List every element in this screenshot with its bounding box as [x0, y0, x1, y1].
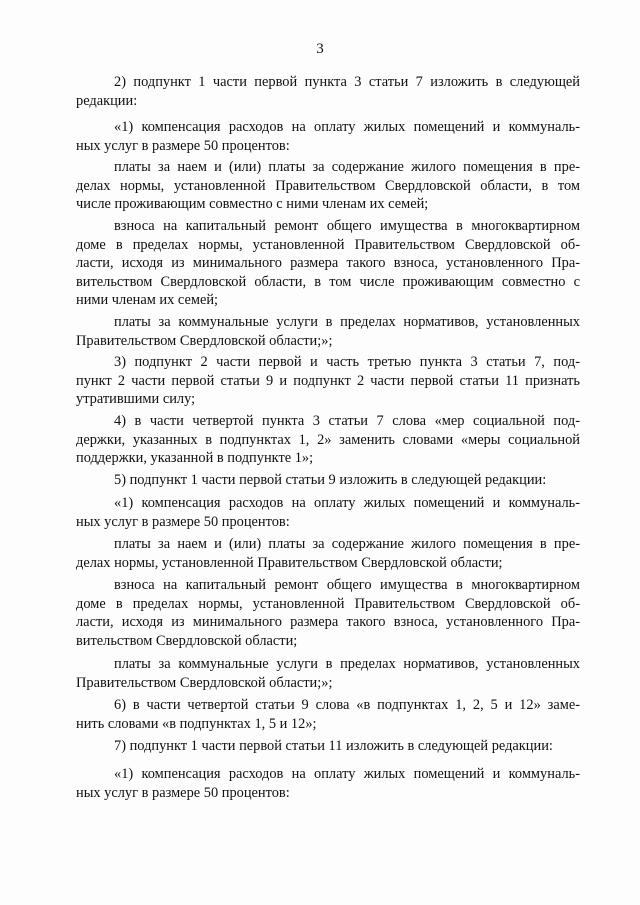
paragraph-line: 2) подпункт 1 части первой пункта 3 статьи 7 изложить в следующей	[114, 74, 580, 90]
paragraph-line: платы за наем и (или) платы за содержание жилого помещения в пре-	[114, 536, 580, 552]
paragraph-line: держки, указанных в подпунктах 1, 2» заменить словами «меры социальной	[76, 431, 580, 448]
paragraph-line: утратившими силу;	[76, 391, 196, 407]
paragraph-line: платы за коммунальные услуги в пределах нормативов, установленных	[114, 656, 580, 672]
paragraph-line: 3) подпункт 2 части первой и часть третью пункта 3 статьи 7, под-	[114, 354, 580, 370]
paragraph-line: платы за наем и (или) платы за содержание жилого помещения в пре-	[114, 159, 580, 175]
paragraph-line: платы за коммунальные услуги в пределах нормативов, установленных	[114, 314, 580, 330]
paragraph-capital-repair-fee	[76, 217, 580, 310]
paragraph-utilities-fee	[76, 313, 580, 350]
paragraph-line: взноса на капитальный ремонт общего имущества в многоквартирном	[114, 218, 580, 234]
paragraph-line: ных услуг в размере 50 процентов:	[76, 784, 290, 801]
paragraph-subclause-7	[76, 737, 580, 756]
paragraph-line: ними членам их семей;	[76, 292, 219, 308]
paragraph-line: нить словами «в подпунктах 1, 5 и 12»;	[76, 715, 317, 732]
paragraph-line: вительством Свердловской области;	[76, 632, 298, 649]
paragraph-rent-fee	[76, 158, 580, 214]
paragraph-subclause-2	[76, 73, 580, 110]
paragraph-line: Правительством Свердловской области;»;	[76, 332, 333, 349]
paragraph-subclause-4	[76, 412, 580, 468]
paragraph-line: поддержки, указанной в подпункте 1»;	[76, 450, 314, 466]
paragraph-line: доме в пределах нормы, установленной Правительством Свердловской об-	[76, 236, 580, 253]
paragraph-line: пункт 2 части первой статьи 9 и подпункт 2 части первой статьи 11 признать	[76, 372, 580, 389]
paragraph-line: ных услуг в размере 50 процентов:	[76, 137, 290, 154]
paragraph-compensation-article-7	[76, 118, 580, 155]
paragraph-line: взноса на капитальный ремонт общего имущества в многоквартирном	[114, 577, 580, 593]
paragraph-line: редакции:	[76, 92, 138, 109]
paragraph-line: ласти, исходя из минимального размера такого взноса, установленного Пра-	[76, 614, 580, 630]
paragraph-subclause-3	[76, 353, 580, 409]
paragraph-capital-repair-fee	[76, 576, 580, 650]
paragraph-line: доме в пределах нормы, установленной Правительством Свердловской об-	[76, 595, 580, 612]
paragraph-subclause-5	[76, 471, 580, 490]
paragraph-line: «1) компенсация расходов на оплату жилых помещений и коммуналь-	[114, 119, 580, 135]
paragraph-line: Правительством Свердловской области;»;	[76, 674, 333, 691]
paragraph-line: 6) в части четвертой статьи 9 слова «в подпунктах 1, 2, 5 и 12» заме-	[114, 697, 580, 713]
paragraph-line: «1) компенсация расходов на оплату жилых помещений и коммуналь-	[114, 766, 580, 782]
paragraph-line: 5) подпункт 1 части первой статьи 9 изложить в следующей редакции:	[114, 472, 547, 488]
paragraph-line: ласти, исходя из минимального размера такого взноса, установленного Пра-	[76, 255, 580, 271]
paragraph-line: «1) компенсация расходов на оплату жилых помещений и коммуналь-	[114, 495, 580, 511]
paragraph-line: ных услуг в размере 50 процентов:	[76, 513, 290, 530]
paragraph-rent-fee	[76, 535, 580, 572]
paragraph-line: 7) подпункт 1 части первой статьи 11 изложить в следующей редакции:	[114, 738, 553, 754]
paragraph-line: вительством Свердловской области, в том числе проживающим совместно с	[76, 273, 580, 290]
page-number: 3	[316, 41, 324, 57]
paragraph-line: делах нормы, установленной Правительством Свердловской области, в том	[76, 177, 580, 194]
paragraph-compensation-article-11	[76, 765, 580, 802]
paragraph-line: числе проживающим совместно с ними членам их семей;	[76, 196, 429, 212]
paragraph-compensation-article-9	[76, 494, 580, 531]
paragraph-line: 4) в части четвертой пункта 3 статьи 7 слова «мер социальной под-	[114, 413, 580, 429]
paragraph-utilities-fee	[76, 655, 580, 692]
paragraph-line: делах нормы, установленной Правительством Свердловской области;	[76, 554, 503, 571]
paragraph-subclause-6	[76, 696, 580, 733]
